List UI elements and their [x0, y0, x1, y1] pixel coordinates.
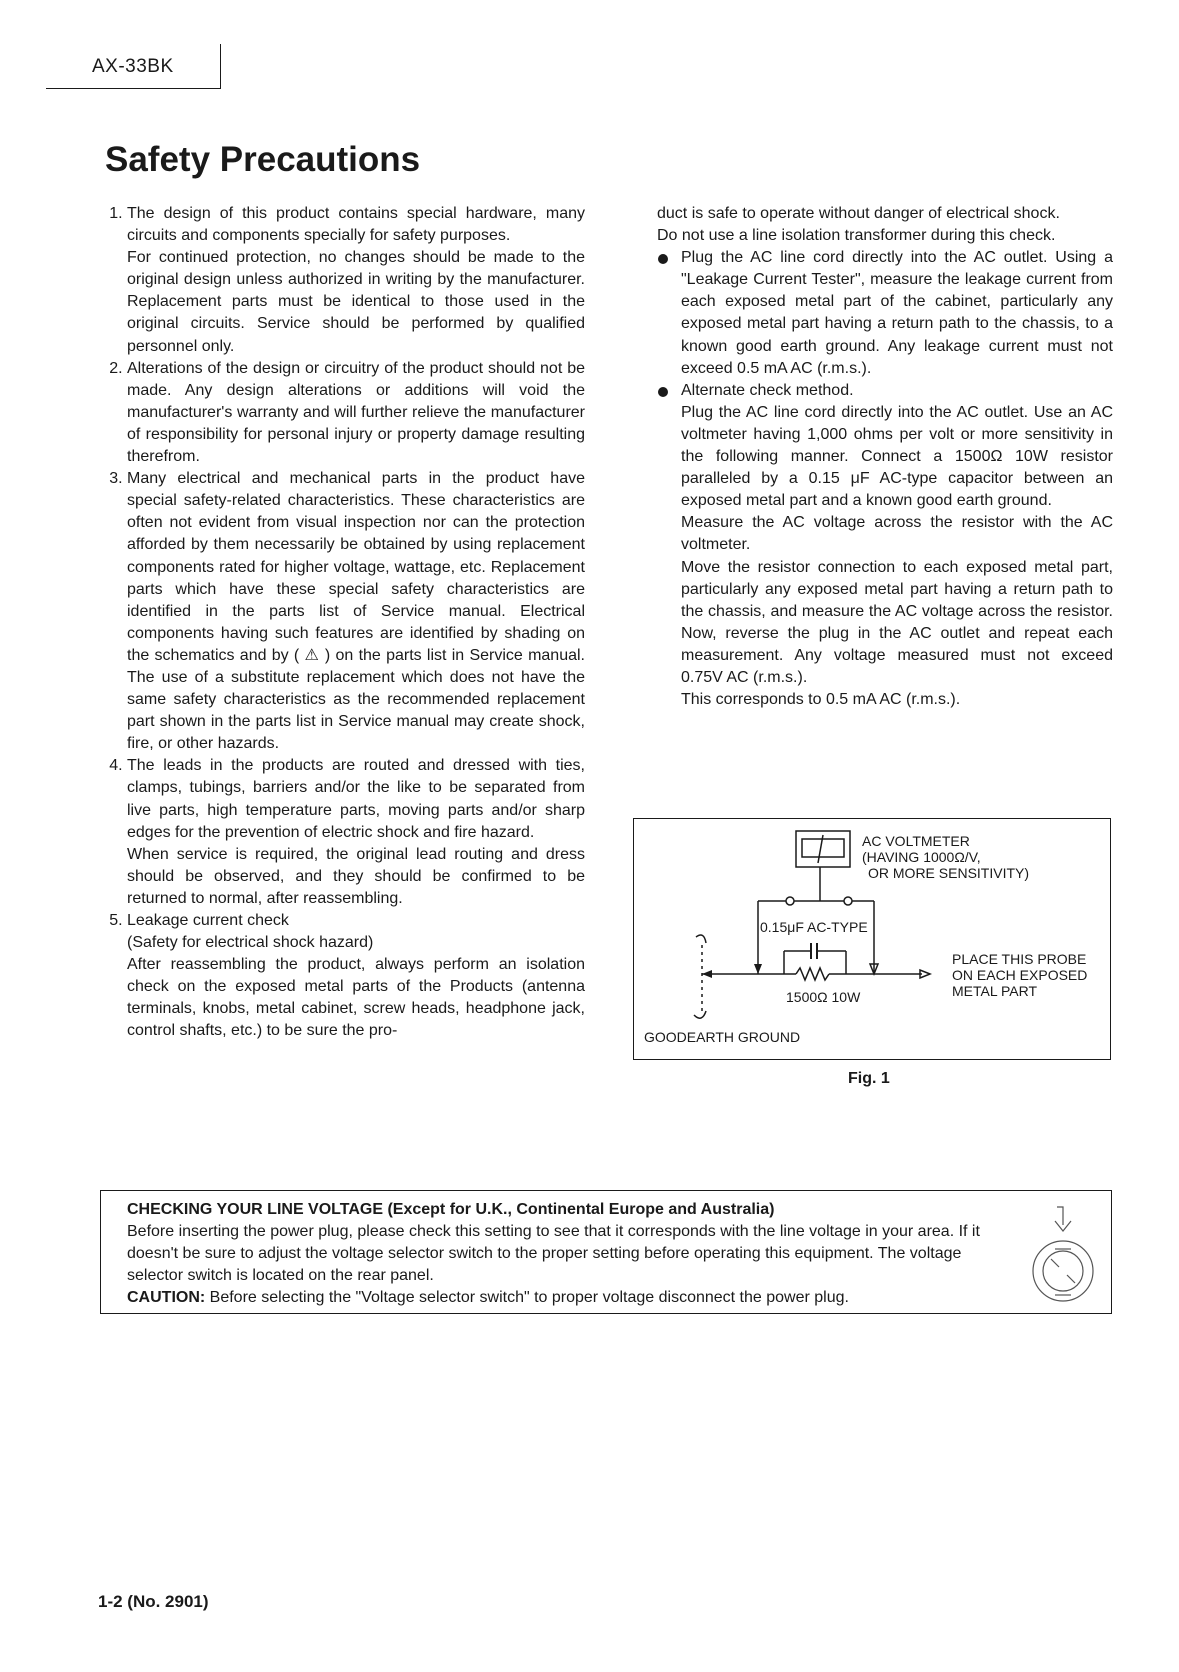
resistor-icon: [796, 968, 829, 980]
bullet-text: Move the resistor connection to each exposed metal part, particularly any exposed metal part having a return path to the chassis, and measure the AC voltage across the resistor. Now, reverse the plug in the AC outlet and repeat each measurement. Any voltage measured must not exceed 0.75V AC (r.m.s.).: [681, 558, 1113, 686]
list-item: [127, 755, 585, 910]
item-paragraph: After reassembling the product, always perform an isolation check on the exposed metal parts of the Products (antenna terminals, knobs, metal cabinet, screw heads, headphone jack, control shafts, etc.) to be sure the pro-: [127, 956, 585, 1040]
notice-text: [127, 1199, 1007, 1309]
bullet-text: This corresponds to 0.5 mA AC (r.m.s.).: [681, 691, 961, 709]
voltmeter-spec: OR MORE SENSITIVITY): [868, 865, 1030, 881]
probe-icon: [696, 935, 706, 943]
probe-label: PLACE THIS PROBE: [952, 951, 1087, 967]
list-item: [127, 910, 585, 1043]
bullet-text: Plug the AC line cord directly into the AC outlet. Using a "Leakage Current Tester", measure the leakage current from each exposed metal part of the cabinet, particularly any exposed metal part having a return path to the chassis, to a known good earth ground. Any leakage current must not exceed 0.5 mA AC (r.m.s.).: [681, 249, 1113, 377]
precautions-list: [105, 203, 585, 1043]
notice-heading: CHECKING YOUR LINE VOLTAGE (Except for U.K., Continental Europe and Australia): [127, 1201, 775, 1218]
ground-icon: [694, 1011, 706, 1018]
item-paragraph: (Safety for electrical shock hazard): [127, 934, 374, 952]
item-paragraph: 3. Many electrical and mechanical parts in the product have special safety-related characteristics. These characteristics are often not evident from visual inspection nor can the protection afforded by them necessarily be obtained by using replacement components rated for higher voltage, wattage, etc. Replacement parts which have these special safety characteristics are identified in the parts list of Service manual. Electrical components having such features are identified by shading on the schematics and by ( ⚠ ) on the parts list in Service manual. The use of a substitute replacement which does not have the same safety characteristics as the recommended replacement part shown in the parts list in Service manual may create shock, fire, or other hazards.: [127, 470, 585, 753]
page-title: Safety Precautions: [105, 140, 421, 179]
page-number: 1-2 (No. 2901): [98, 1592, 209, 1611]
item-paragraph: 2. Alterations of the design or circuitry of the product should not be made. Any design alterations or additions will void the manufacturer's warranty and will further relieve the manufacturer of responsibility for personal injury or property damage resulting therefrom.: [127, 359, 585, 466]
item-paragraph: 5. Leakage current check: [127, 912, 289, 929]
caution-text: Before selecting the "Voltage selector switch" to proper voltage disconnect the power plug.: [205, 1289, 849, 1306]
caution-label: CAUTION:: [127, 1289, 206, 1306]
right-column: [657, 203, 1113, 711]
list-item: [127, 203, 585, 358]
list-item: [127, 468, 585, 755]
isolation-note: Do not use a line isolation transformer during this check.: [657, 227, 1056, 245]
bullet-text: Plug the AC line cord directly into the AC outlet. Use an AC voltmeter having 1,000 ohms per volt or more sensitivity in the following manner. Connect a 1500Ω 10W resistor paralleled by a 0.15 μF AC-type capacitor between an exposed metal part and a known good earth ground.: [681, 403, 1114, 510]
figure-caption: Fig. 1: [848, 1070, 890, 1087]
notice-caution: [127, 1287, 1007, 1309]
list-item: [127, 358, 585, 468]
figure-circuit: [633, 818, 1111, 1060]
voltmeter-label: AC VOLTMETER: [862, 833, 970, 849]
capacitor-label: 0.15μF AC-TYPE: [760, 919, 868, 935]
probe-label: METAL PART: [952, 983, 1038, 999]
probe-label: ON EACH EXPOSED: [952, 967, 1088, 983]
item-paragraph: For continued protection, no changes should be made to the original design unless authorized in writing by the manufacturer. Replacement parts must be identical to those used in the original circuits. Service should be performed by qualified personnel only.: [127, 249, 585, 355]
item-paragraph: 1. The design of this product contains special hardware, many circuits and components specially for safety purposes.: [127, 205, 585, 245]
header-divider: [220, 44, 221, 89]
voltmeter-spec: (HAVING 1000Ω/V,: [862, 849, 981, 865]
bullet-leakage-tester: [657, 247, 1113, 380]
notice-body: Before inserting the power plug, please check this setting to see that it corresponds with the line voltage in your area. If it doesn't be sure to adjust the voltage selector switch to the proper setting before operating this equipment. The voltage selector switch is located on the rear panel.: [127, 1223, 980, 1284]
bullet-icon: [658, 387, 668, 397]
item-paragraph: 4. The leads in the products are routed and dressed with ties, clamps, tubings, barriers and/or the like to be separated from live parts, high temperature parts, moving parts and/or sharp edges for the prevention of electric shock and fire hazard.: [127, 757, 585, 841]
ground-label: GOODEARTH GROUND: [644, 1029, 801, 1045]
resistor-label: 1500Ω 10W: [786, 989, 861, 1005]
continued-text: duct is safe to operate without danger of electrical shock.: [657, 205, 1060, 222]
item-paragraph: When service is required, the original lead routing and dress should be observed, and they should be confirmed to be returned to normal, after reassembling.: [127, 845, 585, 907]
bullet-title: Alternate check method.: [681, 381, 854, 399]
voltage-selector-icon: [1011, 1203, 1101, 1303]
model-number: AX-33BK: [92, 56, 174, 77]
bullet-text: Measure the AC voltage across the resistor with the AC voltmeter.: [681, 514, 1113, 554]
bullet-alternate-method: [657, 380, 1113, 711]
header-rule: [46, 88, 220, 89]
line-voltage-notice: [100, 1190, 1112, 1314]
check-methods: [657, 247, 1113, 711]
bullet-icon: [658, 254, 668, 264]
left-column: [105, 203, 585, 1043]
